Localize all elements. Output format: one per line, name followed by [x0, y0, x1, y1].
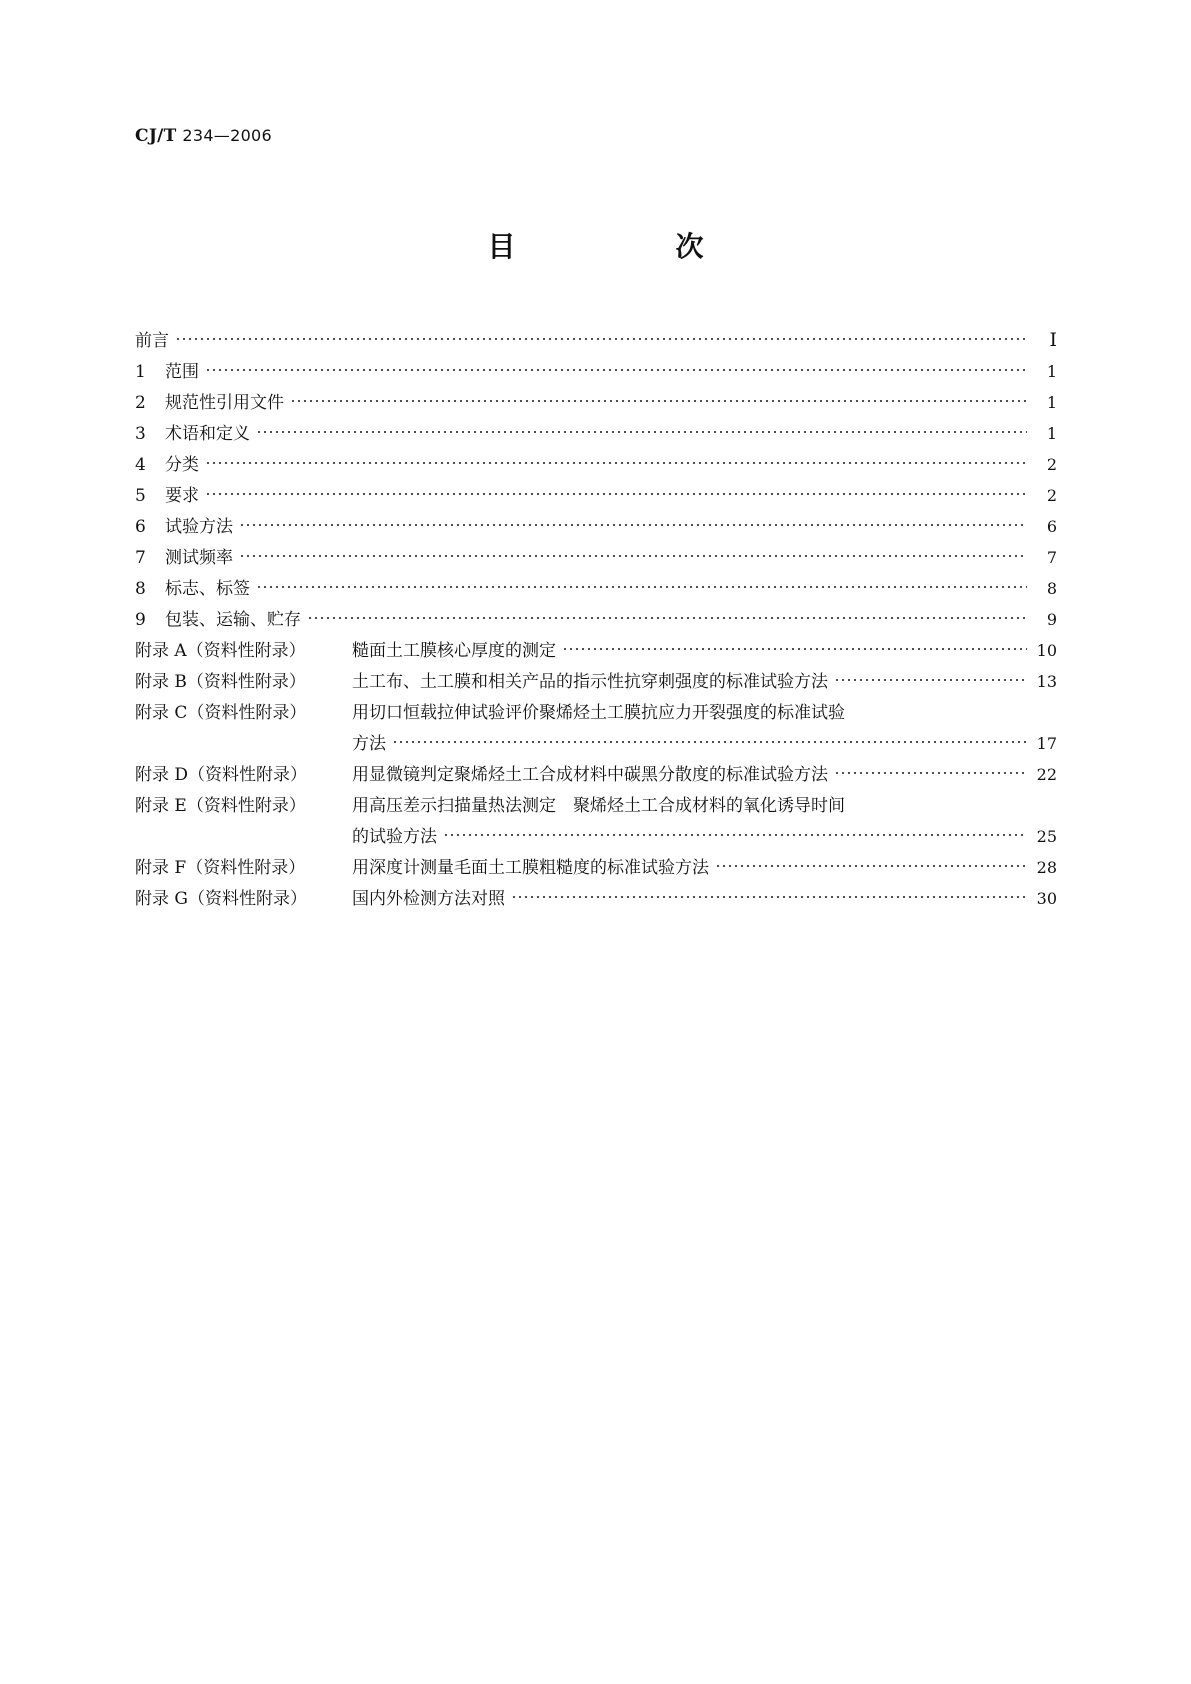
- toc-title: 目 次: [487, 230, 770, 263]
- dot-leader: [205, 460, 1027, 466]
- toc-entry-title: 包装、运输、贮存: [165, 610, 301, 630]
- toc-entry-title: 用高压差示扫描量热法测定 聚烯烃土工合成材料的氧化诱导时间: [352, 796, 845, 816]
- toc-entry-page: 2: [1046, 486, 1057, 505]
- dot-leader: [175, 336, 1027, 342]
- toc-entry-number: 6: [135, 517, 146, 537]
- appendix-label: 附录 C（资料性附录）: [135, 703, 307, 723]
- toc-entry-page: 13: [1036, 672, 1057, 691]
- toc-entry-page: 10: [1036, 641, 1057, 660]
- toc-entry-appendix[interactable]: [135, 760, 1057, 791]
- toc-entry-page: 2: [1046, 455, 1057, 474]
- toc-entry-title: 范围: [165, 362, 199, 382]
- dot-leader: [392, 739, 1027, 745]
- toc-entry-appendix[interactable]: [135, 791, 1057, 822]
- toc-entry-page: 1: [1046, 362, 1057, 381]
- toc-entry-section[interactable]: [135, 543, 1057, 574]
- toc-entry-continuation[interactable]: [135, 822, 1057, 853]
- toc-entry-page: 25: [1036, 827, 1057, 846]
- toc-entry-title: 糙面土工膜核心厚度的测定: [352, 641, 556, 661]
- toc-entry-title: 测试频率: [165, 548, 233, 568]
- toc-entry-page: 7: [1046, 548, 1057, 567]
- toc-entry-title: 术语和定义: [165, 424, 250, 444]
- toc-entry-page: 30: [1036, 889, 1057, 908]
- toc-entry-title: 前言: [135, 331, 169, 351]
- standard-prefix: CJ/T: [135, 126, 177, 146]
- toc-entry-number: 7: [135, 548, 146, 568]
- dot-leader: [443, 832, 1027, 838]
- toc-entry-page: 9: [1046, 610, 1057, 629]
- dot-leader: [239, 553, 1027, 559]
- dot-leader: [834, 677, 1027, 683]
- dot-leader: [256, 584, 1027, 590]
- appendix-label: 附录 G（资料性附录）: [135, 889, 307, 909]
- dot-leader: [205, 491, 1027, 497]
- appendix-label: 附录 A（资料性附录）: [135, 641, 306, 661]
- toc-entry-section[interactable]: [135, 357, 1057, 388]
- appendix-label: 附录 E（资料性附录）: [135, 796, 306, 816]
- toc-entry-section[interactable]: [135, 419, 1057, 450]
- toc-entry-foreword[interactable]: [135, 326, 1057, 357]
- table-of-contents: [135, 326, 1057, 915]
- appendix-label: 附录 F（资料性附录）: [135, 858, 306, 878]
- toc-entry-page: 8: [1046, 579, 1057, 598]
- toc-entry-title: 试验方法: [165, 517, 233, 537]
- toc-entry-number: 4: [135, 455, 146, 475]
- toc-entry-title: 用切口恒载拉伸试验评价聚烯烃土工膜抗应力开裂强度的标准试验: [352, 703, 845, 723]
- toc-entry-page: 6: [1046, 517, 1057, 536]
- toc-entry-page: 1: [1046, 424, 1057, 443]
- toc-entry-number: 8: [135, 579, 146, 599]
- dot-leader: [562, 646, 1027, 652]
- toc-entry-appendix[interactable]: [135, 698, 1057, 729]
- dot-leader: [290, 398, 1027, 404]
- toc-entry-appendix[interactable]: [135, 853, 1057, 884]
- toc-entry-section[interactable]: [135, 605, 1057, 636]
- toc-entry-title: 规范性引用文件: [165, 393, 284, 413]
- toc-entry-number: 5: [135, 486, 146, 506]
- toc-entry-section[interactable]: [135, 481, 1057, 512]
- toc-entry-title: 用显微镜判定聚烯烃土工合成材料中碳黑分散度的标准试验方法: [352, 765, 828, 785]
- toc-entry-section[interactable]: [135, 574, 1057, 605]
- toc-entry-title: 用深度计测量毛面土工膜粗糙度的标准试验方法: [352, 858, 709, 878]
- toc-entry-section[interactable]: [135, 388, 1057, 419]
- standard-number: 234—2006: [182, 126, 273, 145]
- toc-entry-title: 国内外检测方法对照: [352, 889, 505, 909]
- toc-entry-page: 28: [1036, 858, 1057, 877]
- toc-entry-title: 标志、标签: [165, 579, 250, 599]
- dot-leader: [834, 770, 1027, 776]
- standard-code: [135, 126, 272, 146]
- toc-entry-title: 分类: [165, 455, 199, 475]
- toc-entry-page: 17: [1036, 734, 1057, 753]
- toc-entry-appendix[interactable]: [135, 636, 1057, 667]
- toc-entry-continuation[interactable]: [135, 729, 1057, 760]
- toc-entry-number: 3: [135, 424, 146, 444]
- toc-entry-page: 22: [1036, 765, 1057, 784]
- toc-entry-page: 1: [1046, 393, 1057, 412]
- toc-entry-page: Ⅰ: [1049, 329, 1057, 351]
- toc-entry-section[interactable]: [135, 512, 1057, 543]
- appendix-label: 附录 D（资料性附录）: [135, 765, 308, 785]
- toc-entry-title-continuation: 方法: [352, 734, 386, 754]
- toc-entry-number: 1: [135, 362, 146, 382]
- dot-leader: [205, 367, 1027, 373]
- toc-entry-section[interactable]: [135, 450, 1057, 481]
- dot-leader: [307, 615, 1027, 621]
- toc-entry-appendix[interactable]: [135, 884, 1057, 915]
- toc-entry-appendix[interactable]: [135, 667, 1057, 698]
- toc-entry-title: 要求: [165, 486, 199, 506]
- dot-leader: [256, 429, 1027, 435]
- dot-leader: [511, 894, 1027, 900]
- toc-entry-number: 2: [135, 393, 146, 413]
- toc-entry-title: 土工布、土工膜和相关产品的指示性抗穿刺强度的标准试验方法: [352, 672, 828, 692]
- appendix-label: 附录 B（资料性附录）: [135, 672, 306, 692]
- toc-entry-number: 9: [135, 610, 146, 630]
- toc-entry-title-continuation: 的试验方法: [352, 827, 437, 847]
- dot-leader: [715, 863, 1027, 869]
- dot-leader: [239, 522, 1027, 528]
